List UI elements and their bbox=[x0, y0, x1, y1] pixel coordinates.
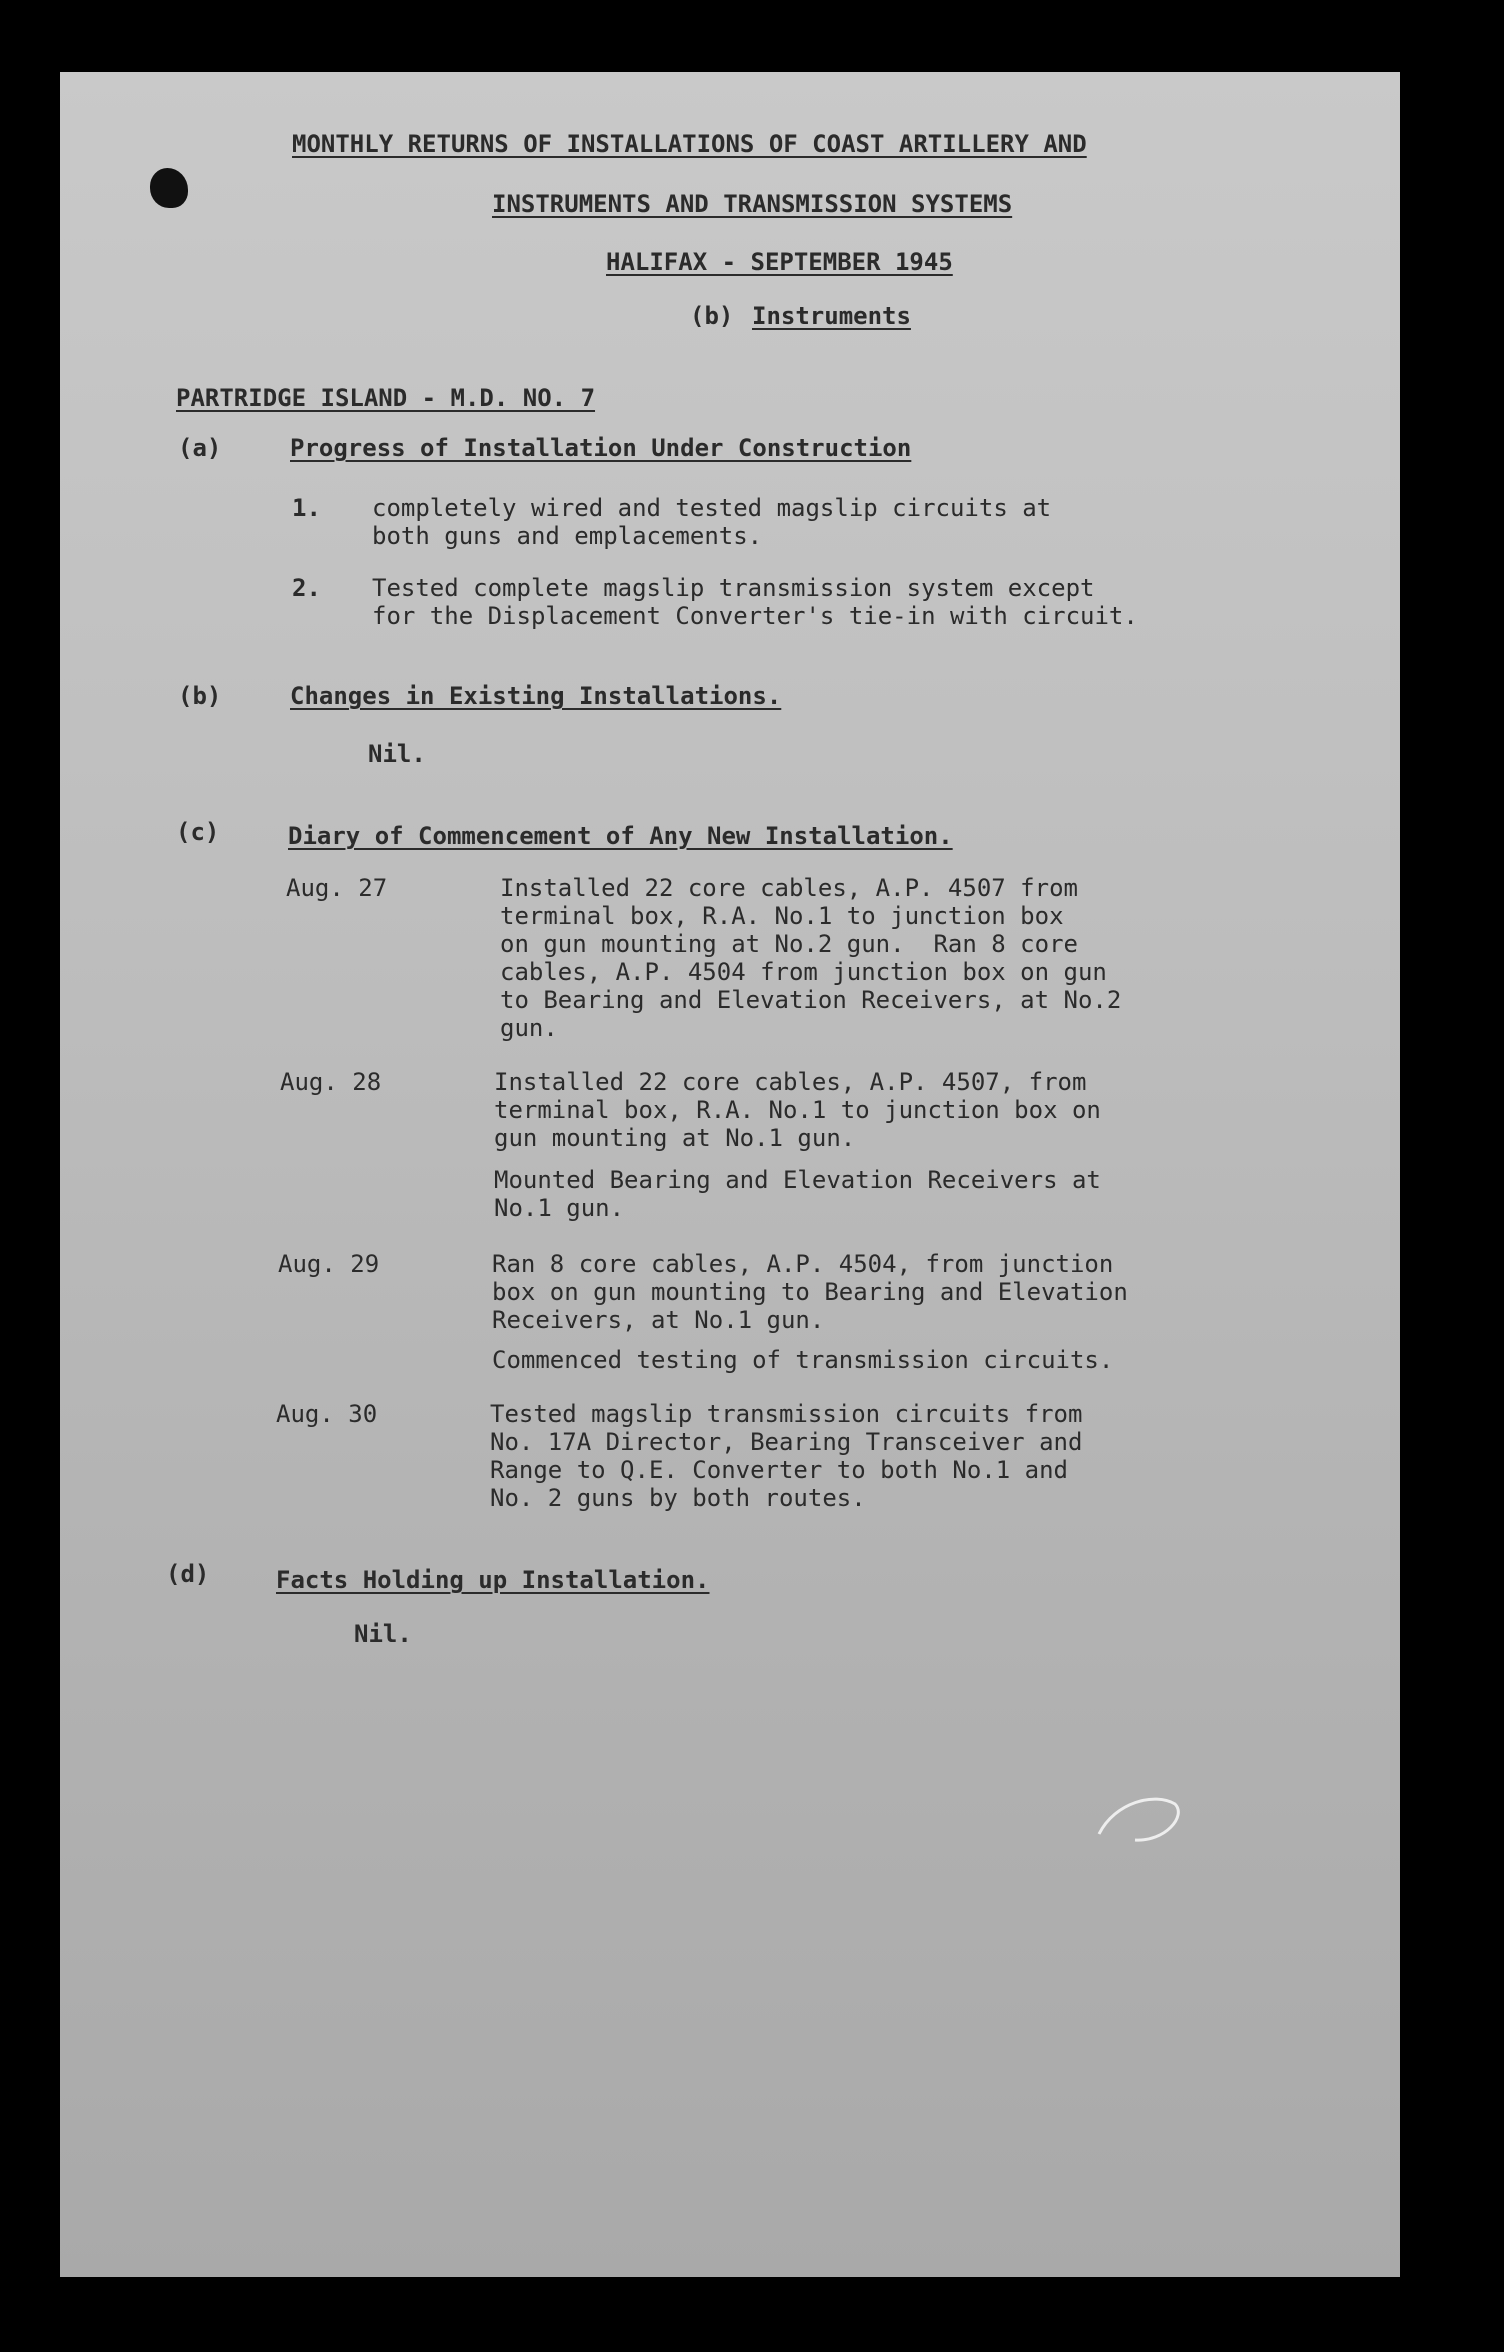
diary-date: Aug. 28 bbox=[280, 1068, 382, 1096]
location-heading: PARTRIDGE ISLAND - M.D. NO. 7 bbox=[176, 384, 596, 412]
section-b-label: (b) bbox=[178, 682, 222, 710]
diary-extra: Commenced testing of transmission circuits. bbox=[492, 1346, 1114, 1374]
section-a-title: Progress of Installation Under Construction bbox=[290, 434, 912, 462]
section-c-label: (c) bbox=[176, 818, 220, 846]
section-a-item-1-num: 1. bbox=[292, 494, 321, 522]
diary-date: Aug. 29 bbox=[278, 1250, 380, 1278]
section-d-label: (d) bbox=[166, 1560, 210, 1588]
title-line-3: HALIFAX - SEPTEMBER 1945 bbox=[606, 248, 953, 276]
subtitle-text: Instruments bbox=[752, 302, 911, 330]
subtitle-label: (b) bbox=[690, 302, 734, 330]
section-a-label: (a) bbox=[178, 434, 222, 462]
section-d-title: Facts Holding up Installation. bbox=[276, 1566, 710, 1594]
diary-extra: Mounted Bearing and Elevation Receivers at No.1 gun. bbox=[494, 1166, 1101, 1222]
diary-text: Installed 22 core cables, A.P. 4507 from terminal box, R.A. No.1 to junction box on gun mounting at No.2 gun. Ran 8 core cables, A.P. 4504 from junction box on gun to Bearing and Elevation Receivers, at No.2 gun. bbox=[500, 874, 1122, 1042]
punch-hole-mark bbox=[150, 168, 188, 208]
section-a-item-2-num: 2. bbox=[292, 574, 321, 602]
section-b-title: Changes in Existing Installations. bbox=[290, 682, 782, 710]
section-a-item-2-text: Tested complete magslip transmission system except for the Displacement Converter's tie-in with circuit. bbox=[372, 574, 1138, 630]
section-b-body: Nil. bbox=[368, 740, 426, 768]
diary-text: Tested magslip transmission circuits from No. 17A Director, Bearing Transceiver and Range to Q.E. Converter to both No.1 and No. 2 guns by both routes. bbox=[490, 1400, 1083, 1512]
pencil-mark bbox=[1095, 1792, 1185, 1852]
section-d-body: Nil. bbox=[354, 1620, 412, 1648]
diary-text: Installed 22 core cables, A.P. 4507, from terminal box, R.A. No.1 to junction box on gun mounting at No.1 gun. bbox=[494, 1068, 1101, 1152]
diary-date: Aug. 27 bbox=[286, 874, 388, 902]
diary-text: Ran 8 core cables, A.P. 4504, from junction box on gun mounting to Bearing and Elevation Receivers, at No.1 gun. bbox=[492, 1250, 1128, 1334]
section-c-title: Diary of Commencement of Any New Installation. bbox=[288, 822, 953, 850]
section-a-item-1-text: completely wired and tested magslip circuits at both guns and emplacements. bbox=[372, 494, 1052, 550]
title-line-2: INSTRUMENTS AND TRANSMISSION SYSTEMS bbox=[492, 190, 1013, 218]
title-line-1: MONTHLY RETURNS OF INSTALLATIONS OF COAST ARTILLERY AND bbox=[292, 130, 1087, 158]
diary-date: Aug. 30 bbox=[276, 1400, 378, 1428]
